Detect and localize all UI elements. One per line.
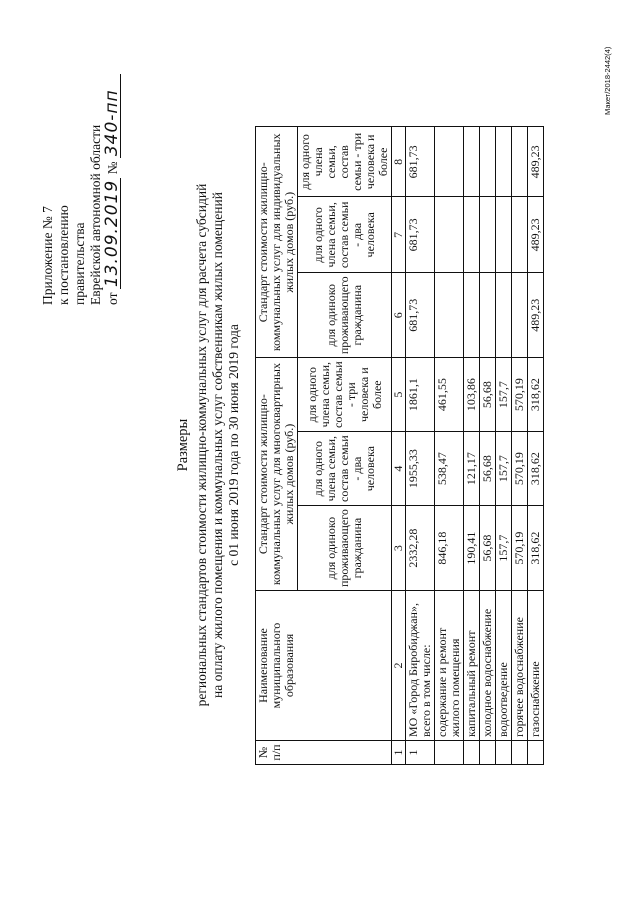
row-value-cell [480,127,496,197]
row-service-name: содержание и ремонт жилого помещения [435,591,464,741]
column-number: 5 [392,358,406,432]
row-index [528,741,544,765]
row-value-cell [464,127,480,197]
row-value-cell: 121,17 [464,432,480,506]
row-value-cell [512,197,528,273]
row-service-name: холодное водоснабжение [480,591,496,741]
row-value-cell [496,273,512,358]
row-service-name: водоотведение [496,591,512,741]
row-value-cell: 489,23 [528,127,544,197]
column-number: 8 [392,127,406,197]
appendix-line-3: правительства [72,222,87,305]
row-value-cell: 489,23 [528,197,544,273]
row-value-cell [512,273,528,358]
row-value-cell: 681,73 [406,273,435,358]
row-value-cell [512,127,528,197]
row-value-cell: 103,86 [464,358,480,432]
table-body [406,127,544,765]
heading-line-1: региональных стандартов стоимости жилищно-коммунальных услуг для расчета субсидий [194,183,209,707]
row-value-cell: 570,19 [512,506,528,591]
row-value-cell: 489,23 [528,273,544,358]
row-value-cell: 681,73 [406,197,435,273]
column-number: 3 [392,506,406,591]
heading-title: Размеры [175,418,191,472]
column-number: 7 [392,197,406,273]
appendix-block [40,5,121,305]
table-row [435,127,464,765]
row-service-name: горячее водоснабжение [512,591,528,741]
column-number: 6 [392,273,406,358]
header-municipality: Наименование муниципального образования [256,591,392,741]
row-value-cell: 157,7 [496,432,512,506]
row-value-cell [496,127,512,197]
column-number: 2 [392,591,406,741]
row-service-name: газоснабжение [528,591,544,741]
row-value-cell: 190,41 [464,506,480,591]
row-value-cell [496,197,512,273]
row-value-cell [464,197,480,273]
row-value-cell [464,273,480,358]
row-value-cell: 1861,1 [406,358,435,432]
appendix-line-4: Еврейской автономной области [88,124,103,305]
row-service-name: МО «Город Биробиджан», всего в том числе: [406,591,435,741]
row-value-cell [480,197,496,273]
row-value-cell [435,127,464,197]
appendix-date-prefix: от [105,292,120,305]
header-row-1 [256,127,298,765]
appendix-line-1: Приложение № 7 [40,206,55,305]
row-value-cell: 56,68 [480,432,496,506]
sub-header-three: для одного члена семьи, состав семьи - три человека и более [298,127,392,197]
footer-code: Макет/2018-2442(4) [603,46,612,115]
row-value-cell: 846,18 [435,506,464,591]
table-row [480,127,496,765]
row-value-cell: 570,19 [512,358,528,432]
row-index [496,741,512,765]
appendix-line-2: к постановлению [56,205,71,305]
row-value-cell [435,197,464,273]
row-value-cell: 318,62 [528,358,544,432]
row-index: 1 [406,741,435,765]
document-heading [175,135,242,755]
row-value-cell: 681,73 [406,127,435,197]
table-row [464,127,480,765]
row-value-cell [435,273,464,358]
column-number: 4 [392,432,406,506]
column-number-row [392,127,406,765]
row-service-name: капитальный ремонт [464,591,480,741]
sub-header-two: для одного члена семьи, состав семьи - два человека [298,432,392,506]
column-number: 1 [392,741,406,765]
standards-table [255,126,544,765]
row-index [480,741,496,765]
handwritten-date: 13.09.2019 [102,179,122,288]
row-value-cell: 157,7 [496,506,512,591]
sub-header-three: для одного члена семьи, состав семьи - три человека и более [298,358,392,432]
sub-header-two: для одного члена семьи, состав семьи - два человека [298,197,392,273]
row-value-cell: 570,19 [512,432,528,506]
row-value-cell: 461,55 [435,358,464,432]
table-row [496,127,512,765]
header-group-individual: Стандарт стоимости жилищно-коммунальных услуг для индивидуальных жилых домов (руб.) [256,127,298,358]
sub-header-single: для одиноко проживающего гражданина [298,273,392,358]
header-no: № п/п [256,741,392,765]
row-value-cell: 1955,33 [406,432,435,506]
header-group-apartment: Стандарт стоимости жилищно-коммунальных услуг для многоквартирных жилых домов (руб.) [256,358,298,591]
row-value-cell [480,273,496,358]
sub-header-single: для одиноко проживающего гражданина [298,506,392,591]
row-value-cell: 157,7 [496,358,512,432]
row-value-cell: 2332,28 [406,506,435,591]
row-value-cell: 538,47 [435,432,464,506]
appendix-date-line [104,5,121,305]
row-value-cell: 318,62 [528,432,544,506]
table-row [406,127,435,765]
number-sign: № [105,161,120,175]
row-index [512,741,528,765]
handwritten-number: 340-пп [104,74,121,158]
row-value-cell: 318,62 [528,506,544,591]
heading-line-3: с 01 июня 2019 года по 30 июня 2019 года [226,324,241,566]
row-index [464,741,480,765]
table-row [528,127,544,765]
table-row [512,127,528,765]
row-index [435,741,464,765]
row-value-cell: 56,68 [480,358,496,432]
row-value-cell: 56,68 [480,506,496,591]
heading-line-2: на оплату жилого помещения и коммунальных услуг собственникам жилых помещений [210,192,225,698]
